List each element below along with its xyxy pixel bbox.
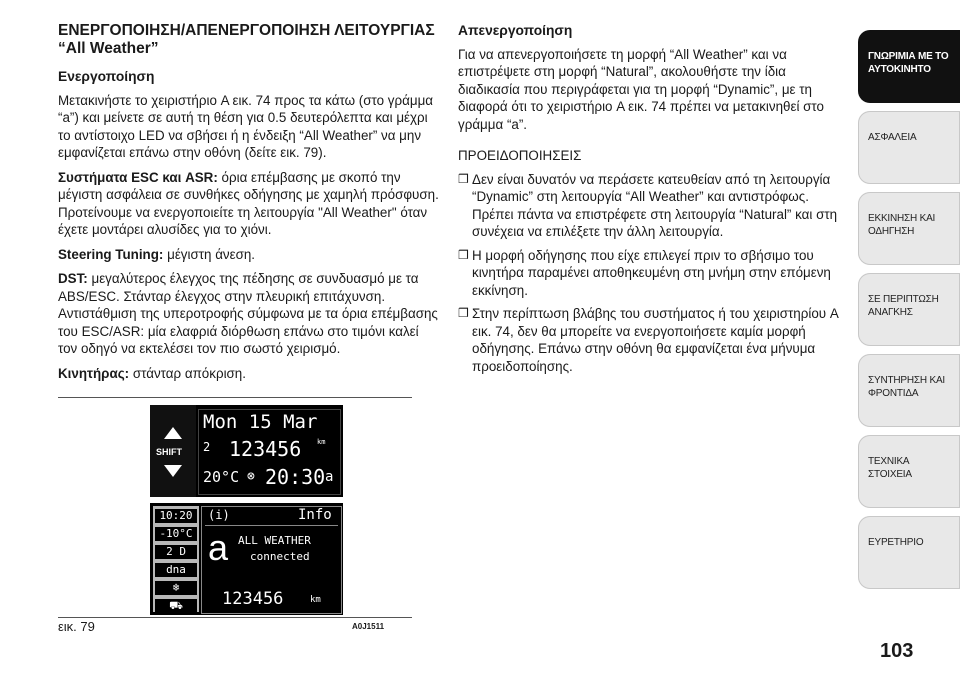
dst-text: μεγαλύτερος έλεγχος της πέδησης σε συνδυασμό με τα ABS/ESC. Στάνταρ έλεγχος στην πλευρική επιτάχυνση. Αντιστάθμιση της υπεροτροφής σύμφωνα με τα όρια επέμβασης του ESC/ASR: μία ελαφριά διόρθωση επάνω στο τιμόνι καλεί τον οδηγό να εκτελέσει τον πιο σωστό χειρισμό. xyxy=(58,271,438,356)
mode-letter: a xyxy=(208,527,229,568)
status-sidebar xyxy=(153,506,199,612)
warning-text: Δεν είναι δυνατόν να περάσετε κατευθείαν από τη λειτουργία “Dynamic” στη λειτουργία “All Weather” και αντιστρόφως. Πρέπει πάντα να επιστρέφετε στη λειτουργία “Natural” και στη συνέχεια να επιλέξετε την άλλη λειτουργία. xyxy=(472,171,838,239)
checkbox-icon: ❒ xyxy=(458,171,469,186)
esc-paragraph xyxy=(58,169,440,239)
activation-text: Μετακινήστε το χειριστήριο A εικ. 74 προς τα κάτω (στο γράμμα “a”) και μείνετε σε αυτή τη θέση για 0.5 δευτερόλεπτα και μέχρι το αντίστοιχο LED να σβήσει ή η ένδειξη “All Weather” να μην εμφανίζεται επάνω στην οθόνη (δείτε εικ. 79). xyxy=(58,92,434,160)
tab-label: ΓΝΩΡΙΜΙΑ ΜΕ ΤΟ ΑΥΤΟΚΙΝΗΤΟ xyxy=(868,51,949,75)
arrow-up-icon xyxy=(164,427,182,439)
left-column xyxy=(58,22,440,389)
tab-safety[interactable] xyxy=(858,111,960,184)
warnings-title: ΠΡΟΕΙΔΟΠΟΙΗΣΕΙΣ xyxy=(458,148,582,163)
dst-paragraph xyxy=(58,270,440,358)
activation-heading: Ενεργοποίηση xyxy=(58,69,155,84)
warning-text: Στην περίπτωση βλάβης του συστήματος ή του χειριστηρίου A εικ. 74, δεν θα μπορείτε να ενεργοποιήσετε καμία μορφή οδήγησης. Επάνω στην οθόνη θα εμφανίζεται ένα μήνυμα προειδοποίησης. xyxy=(472,306,839,374)
display-date: Mon 15 Mar xyxy=(203,411,318,433)
tab-technical-data[interactable] xyxy=(858,435,960,508)
mode-line-2: connected xyxy=(250,550,310,563)
display-time: 20:30 xyxy=(265,465,326,489)
display-illustration-bottom xyxy=(150,503,343,615)
tab-getting-to-know[interactable] xyxy=(858,30,960,103)
divider xyxy=(205,525,338,526)
warning-item xyxy=(458,171,850,241)
checkbox-icon: ❒ xyxy=(458,247,469,262)
section-title: ΕΝΕΡΓΟΠΟΙΗΣΗ/ΑΠΕΝΕΡΓΟΠΟΙΗΣΗ ΛΕΙΤΟΥΡΓΙΑΣ “All Weather” xyxy=(58,22,435,57)
clock-icon: ⊗ xyxy=(247,469,255,484)
trip-prefix: 2 xyxy=(203,440,211,454)
shift-panel xyxy=(150,405,196,497)
info-circle-icon: (i) xyxy=(208,508,230,522)
engine-text: στάνταρ απόκριση. xyxy=(129,365,246,381)
sidebar-time: 10:20 xyxy=(155,509,197,523)
gear-value: 2 xyxy=(166,545,173,558)
time-suffix: a xyxy=(325,469,334,485)
steering-paragraph xyxy=(58,246,440,264)
sidebar-temp: -10°C xyxy=(155,527,197,541)
tab-label: ΑΣΦΑΛΕΙΑ xyxy=(868,132,917,143)
figure-bottom-rule xyxy=(58,617,412,618)
tab-label: ΕΥΡΕΤΗΡΙΟ xyxy=(868,537,924,548)
warning-item xyxy=(458,247,850,300)
sidebar-gear xyxy=(155,545,197,559)
steering-label: Steering Tuning: xyxy=(58,246,164,262)
figure-top-rule xyxy=(58,397,412,398)
deactivation-text: Για να απενεργοποιήσετε τη μορφή “All Weather” και να επιστρέψετε στη μορφή “Natural”, ακολουθήστε την ίδια διαδικασία που περιγράφεται για τη μορφή “Dynamic”, με τη διαφορά ότι το χειριστήριο A εικ. 74 πρέπει να μετακινηθεί στο γράμμα “a”. xyxy=(458,46,824,132)
tab-label: ΣΕ ΠΕΡΙΠΤΩΣΗ ΑΝΑΓΚΗΣ xyxy=(868,294,939,318)
info-screen xyxy=(201,506,342,614)
checkbox-icon: ❒ xyxy=(458,306,469,320)
display-illustration-top xyxy=(150,405,343,497)
chapter-tabs xyxy=(858,30,960,597)
info-icon-letter: i xyxy=(215,508,223,522)
tab-label: ΣΥΝΤΗΡΗΣΗ ΚΑΙ ΦΡΟΝΤΙΔΑ xyxy=(868,375,945,399)
lcd-screen xyxy=(198,409,341,495)
tab-label: ΕΚΚΙΝΗΣΗ ΚΑΙ ΟΔΗΓΗΣΗ xyxy=(868,213,936,237)
figure-code: A0J1511 xyxy=(352,622,385,631)
snow-icon: ❄ xyxy=(155,581,197,595)
deactivation-heading: Απενεργοποίηση xyxy=(458,23,573,38)
page-number: 103 xyxy=(880,640,914,662)
esc-text: όρια επέμβασης με σκοπό την μέγιστη ασφάλεια σε συνθήκες οδήγησης με χαμηλή πρόσφυση. Προτείνουμε να ενεργοποιείτε τη λειτουργία "All Weather" όταν έχετε μοντάρει αλυσίδες για το χιόνι. xyxy=(58,169,439,237)
arrow-down-icon xyxy=(164,465,182,477)
tab-starting-driving[interactable] xyxy=(858,192,960,265)
tab-emergency[interactable] xyxy=(858,273,960,346)
bottom-odometer-unit: km xyxy=(310,595,321,605)
info-label: Info xyxy=(298,507,332,523)
tab-maintenance[interactable] xyxy=(858,354,960,427)
dst-label: DST: xyxy=(58,271,88,286)
warning-item xyxy=(458,305,850,375)
odometer-unit: km xyxy=(317,438,326,446)
right-column xyxy=(458,22,850,381)
gear-suffix: D xyxy=(179,545,186,558)
engine-paragraph xyxy=(58,365,440,383)
car-icon: ⛟ xyxy=(155,599,197,613)
engine-label: Κινητήρας: xyxy=(58,365,130,381)
bottom-odometer: 123456 xyxy=(222,589,284,609)
esc-label: Συστήματα ESC και ASR: xyxy=(58,169,218,185)
display-odometer: 123456 xyxy=(229,437,302,461)
mode-line-1: ALL WEATHER xyxy=(238,534,311,547)
warning-text: Η μορφή οδήγησης που είχε επιλεγεί πριν το σβήσιμο του κινητήρα παραμένει αποθηκευμένη στη μνήμη στην επόμενη εκκίνηση. xyxy=(472,247,831,298)
shift-label: SHIFT xyxy=(156,447,182,457)
tab-index[interactable] xyxy=(858,516,960,589)
steering-text: μέγιστη άνεση. xyxy=(163,246,256,262)
figure-caption: εικ. 79 xyxy=(58,619,95,634)
sidebar-dna: dna xyxy=(155,563,197,577)
tab-label: ΤΕΧΝΙΚΑ ΣΤΟΙΧΕΙΑ xyxy=(868,456,912,480)
display-temp: 20°C xyxy=(203,468,240,486)
